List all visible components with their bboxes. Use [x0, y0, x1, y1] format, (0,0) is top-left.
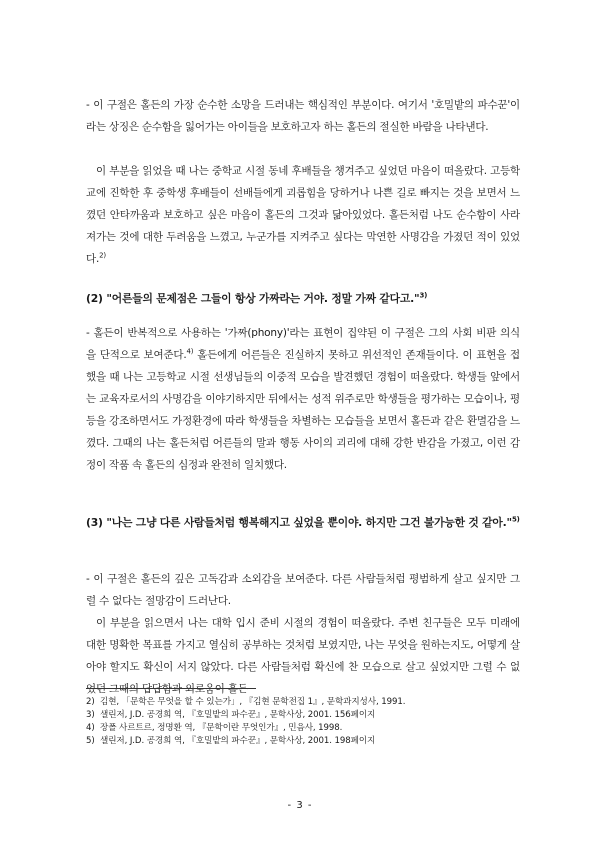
section3-paragraph-1 — [86, 568, 520, 612]
section3-heading — [86, 512, 520, 534]
section1-paragraph-1 — [86, 94, 520, 138]
footnote-text: 샐린저, J.D. 공경희 역, 『호밀밭의 파수꾼』, 문학사상, 2001. 198페이지 — [100, 736, 376, 746]
footnote-number: 3) — [86, 710, 95, 720]
footnote-list — [86, 696, 520, 748]
footnote-item — [86, 722, 520, 735]
footnote-number: 2) — [86, 697, 95, 707]
footnote-text: 장폴 사르트르, 정명환 역, 『문학이란 무엇인가』, 민음사, 1998. — [100, 723, 343, 733]
section3-heading-text: (3) "나는 그냥 다른 사람들처럼 행복해지고 싶었을 뿐이야. 하지만 그건 불가능한 것 같아." — [86, 516, 512, 529]
footnote-text: 김현, 「문학은 무엇을 할 수 있는가」, 『김현 문학전집 1』, 문학과지성사, 1991. — [100, 697, 406, 707]
footnote-ref-2: 2) — [99, 251, 106, 260]
footnote-number: 4) — [86, 723, 95, 733]
section2-paragraph-1 — [86, 322, 520, 476]
section2-heading-text: (2) "어른들의 문제점은 그들이 항상 가짜라는 거야. 정말 가짜 같다고." — [86, 292, 420, 305]
section1-p1-text: - 이 구절은 홀든의 가장 순수한 소망을 드러내는 핵심적인 부분이다. 여기서 '호밀밭의 파수꾼'이라는 상징은 순수함을 잃어가는 아이들을 보호하고자 하는 홀든의 절실한 바람을 나타낸다. — [86, 99, 520, 133]
section2-p1a-text: - 홀든이 반복적으로 사용하는 '가짜(phony)'라는 표현이 집약된 이 구절은 그의 사회 비판 의식을 단적으로 보여준다. — [86, 327, 520, 361]
footnote-item — [86, 696, 520, 709]
footnote-text: 샐린저, J.D. 공경희 역, 『호밀밭의 파수꾼』, 문학사상, 2001. 156페이지 — [100, 710, 376, 720]
section3-paragraph-2 — [86, 612, 520, 700]
section2-p1b-text: 홀든에게 어른들은 진실하지 못하고 위선적인 존재들이다. 이 표현을 접했을 때 나는 고등학교 시절 선생님들의 이중적 모습을 발견했던 경험이 떠올랐다. 학생들 앞에서는 교육자로서의 사명감을 이야기하지만 뒤에서는 성적 위주로만 학생들을 평가하는 모습이나, 평등을 강조하면서도 가정환경에 따라 학생들을 차별하는 모습들을 보면서 홀든과 같은 환멸감을 느꼈다. 그때의 나는 홀든처럼 어른들의 말과 행동 사이의 괴리에 대해 강한 반감을 가졌고, 이런 감정이 작품 속 홀든의 심정과 완전히 일치했다. — [86, 349, 520, 471]
footnote-item — [86, 709, 520, 722]
footnote-item — [86, 735, 520, 748]
footnote-ref-3: 3) — [419, 291, 428, 300]
section1-paragraph-2 — [86, 160, 520, 270]
section3-p2-text: 이 부분을 읽으면서 나는 대학 입시 준비 시절의 경험이 떠올랐다. 주변 친구들은 모두 미래에 대한 명확한 목표를 가지고 열심히 공부하는 것처럼 보였지만, 나는 무엇을 원하는지도, 어떻게 살아야 할지도 확신이 서지 않았다. 다른 사람들처럼 확신에 찬 모습으로 살고 싶었지만 그럴 수 없었던 그때의 답답함과 외로움이 홀든 — [86, 617, 520, 695]
section3-p1-text: - 이 구절은 홀든의 깊은 고독감과 소외감을 보여준다. 다른 사람들처럼 평범하게 살고 싶지만 그럴 수 없다는 절망감이 드러난다. — [86, 573, 520, 607]
page-number: - 3 - — [287, 800, 313, 811]
footnote-divider — [86, 688, 256, 689]
section2-heading — [86, 288, 520, 310]
section1-p2-text: 이 부분을 읽었을 때 나는 중학교 시절 동네 후배들을 챙겨주고 싶었던 마음이 떠올랐다. 고등학교에 진학한 후 중학생 후배들이 선배들에게 괴롭힘을 당하거나 나쁜 길로 빠지는 것을 보면서 느꼈던 안타까움과 보호하고 싶은 마음이 홀든의 그것과 닮아있었다. 홀든처럼 나도 순수함이 사라져가는 것에 대한 두려움을 느꼈고, 누군가를 지켜주고 싶다는 막연한 사명감을 가졌던 적이 있었다. — [86, 165, 520, 265]
footnote-number: 5) — [86, 736, 95, 746]
footnote-ref-4: 4) — [186, 347, 194, 356]
footnote-ref-5: 5) — [511, 515, 520, 524]
